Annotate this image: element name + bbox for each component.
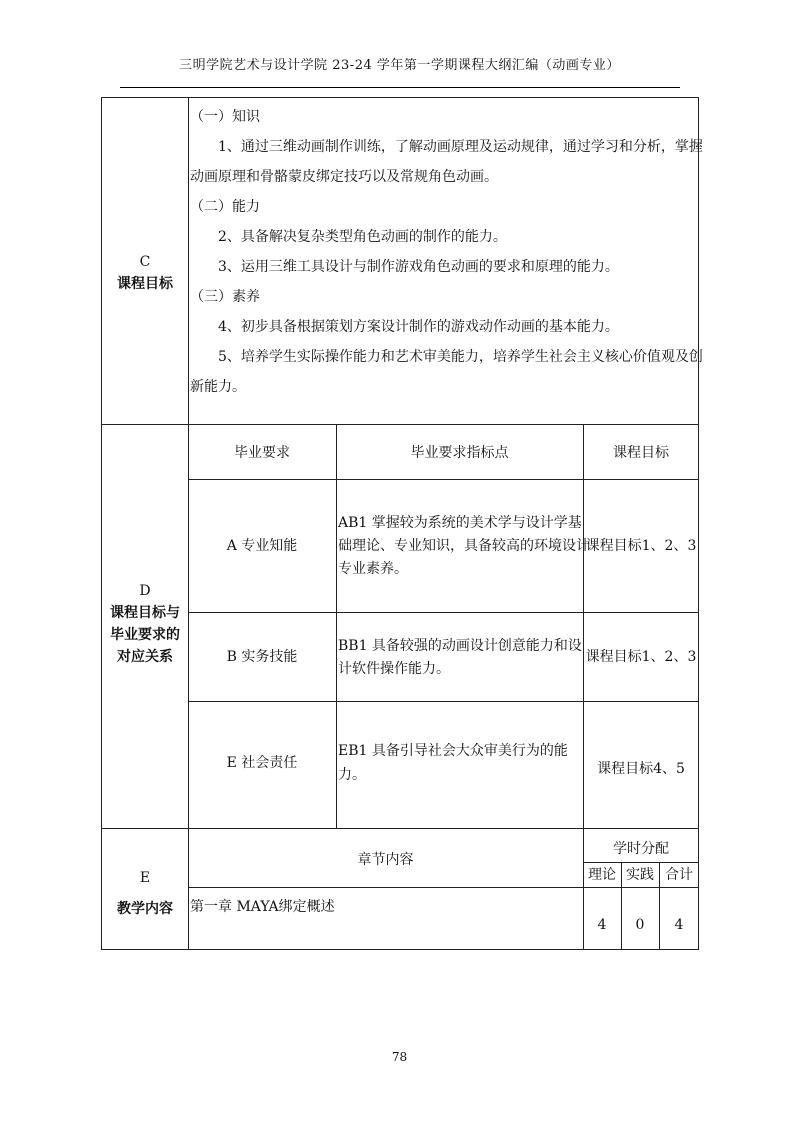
label-column-divider: [188, 98, 189, 950]
d-row-course-goal: 课程目标4、5: [597, 761, 685, 777]
e-header-theory: 理论: [588, 867, 616, 883]
knowledge-heading: （一）知识: [190, 109, 260, 125]
d-row-course-goal: 课程目标1、2、3: [585, 649, 697, 665]
d-row-indicator-line: AB1 掌握较为系统的美术学与设计学基: [338, 515, 582, 531]
d-row-course-goal: 课程目标1、2、3: [585, 538, 697, 554]
section-e-title: 教学内容: [117, 901, 173, 917]
e-hours-rule: [583, 862, 699, 863]
header-rule: [120, 87, 680, 88]
d-row-indicator-line: 础理论、专业知识，具备较高的环境设计: [338, 538, 590, 554]
goal-2: 2、具备解决复杂类型角色动画的制作的能力。: [218, 229, 507, 245]
d-header-rule: [188, 479, 699, 480]
d-row1-rule: [188, 612, 699, 613]
d-row-indicator-line: 力。: [338, 767, 366, 783]
section-d-title-line-2: 毕业要求的: [110, 627, 180, 643]
d-row-indicator-line: EB1 具备引导社会大众审美行为的能: [338, 743, 568, 759]
goal-5-line-1: 5、培养学生实际操作能力和艺术审美能力，培养学生社会主义核心价值观及创: [218, 349, 703, 365]
d-header-indicator: 毕业要求指标点: [410, 445, 509, 461]
section-d-bottom-rule: [102, 828, 699, 829]
syllabus-table: [101, 97, 703, 950]
goal-3: 3、运用三维工具设计与制作游戏角色动画的要求和原理的能力。: [218, 259, 619, 275]
e-row-practice: 0: [635, 917, 645, 933]
e-row-theory: 4: [597, 917, 607, 933]
d-row-indicator-line: 计软件操作能力。: [338, 661, 450, 677]
e-row-total: 4: [674, 917, 684, 933]
goal-5-line-2: 新能力。: [190, 379, 246, 395]
section-c-letter: C: [139, 254, 151, 270]
d-row-indicator-line: BB1 具备较强的动画设计创意能力和设: [338, 638, 582, 654]
section-d-letter: D: [139, 583, 151, 599]
section-e-letter: E: [139, 870, 151, 886]
d-row-requirement: E 社会责任: [226, 755, 298, 771]
d-row-requirement: B 实务技能: [226, 649, 298, 665]
e-header-total: 合计: [665, 867, 693, 883]
section-d-title-line-1: 课程目标与: [110, 605, 180, 621]
e-header-practice: 实践: [626, 867, 654, 883]
e-header-hours: 学时分配: [613, 841, 669, 857]
goal-1-line-1: 1、通过三维动画制作训练，了解动画原理及运动规律，通过学习和分析，掌握: [218, 139, 703, 155]
d-row2-rule: [188, 701, 699, 702]
page-header-title: 三明学院艺术与设计学院 23-24 学年第一学期课程大纲汇编（动画专业）: [179, 58, 620, 73]
e-row-chapter: 第一章 MAYA绑定概述: [190, 899, 335, 915]
ability-heading: （二）能力: [190, 199, 260, 215]
d-col-divider-1: [336, 424, 337, 828]
d-row-indicator-line: 专业素养。: [338, 561, 408, 577]
goal-4: 4、初步具备根据策划方案设计制作的游戏动作动画的基本能力。: [218, 319, 619, 335]
e-header-chapter: 章节内容: [357, 852, 414, 868]
d-header-course-goal: 课程目标: [613, 445, 669, 461]
d-header-requirement: 毕业要求: [234, 445, 290, 461]
goal-1-line-2: 动画原理和骨骼蒙皮绑定技巧以及常规角色动画。: [190, 169, 498, 185]
section-c-bottom-rule: [102, 424, 699, 425]
d-row-requirement: A 专业知能: [226, 538, 298, 554]
quality-heading: （三）素养: [190, 289, 260, 305]
page-number: 78: [391, 1050, 408, 1064]
e-header-rule: [188, 887, 699, 888]
section-c-title: 课程目标: [117, 276, 173, 292]
section-d-title-line-3: 对应关系: [117, 649, 173, 665]
